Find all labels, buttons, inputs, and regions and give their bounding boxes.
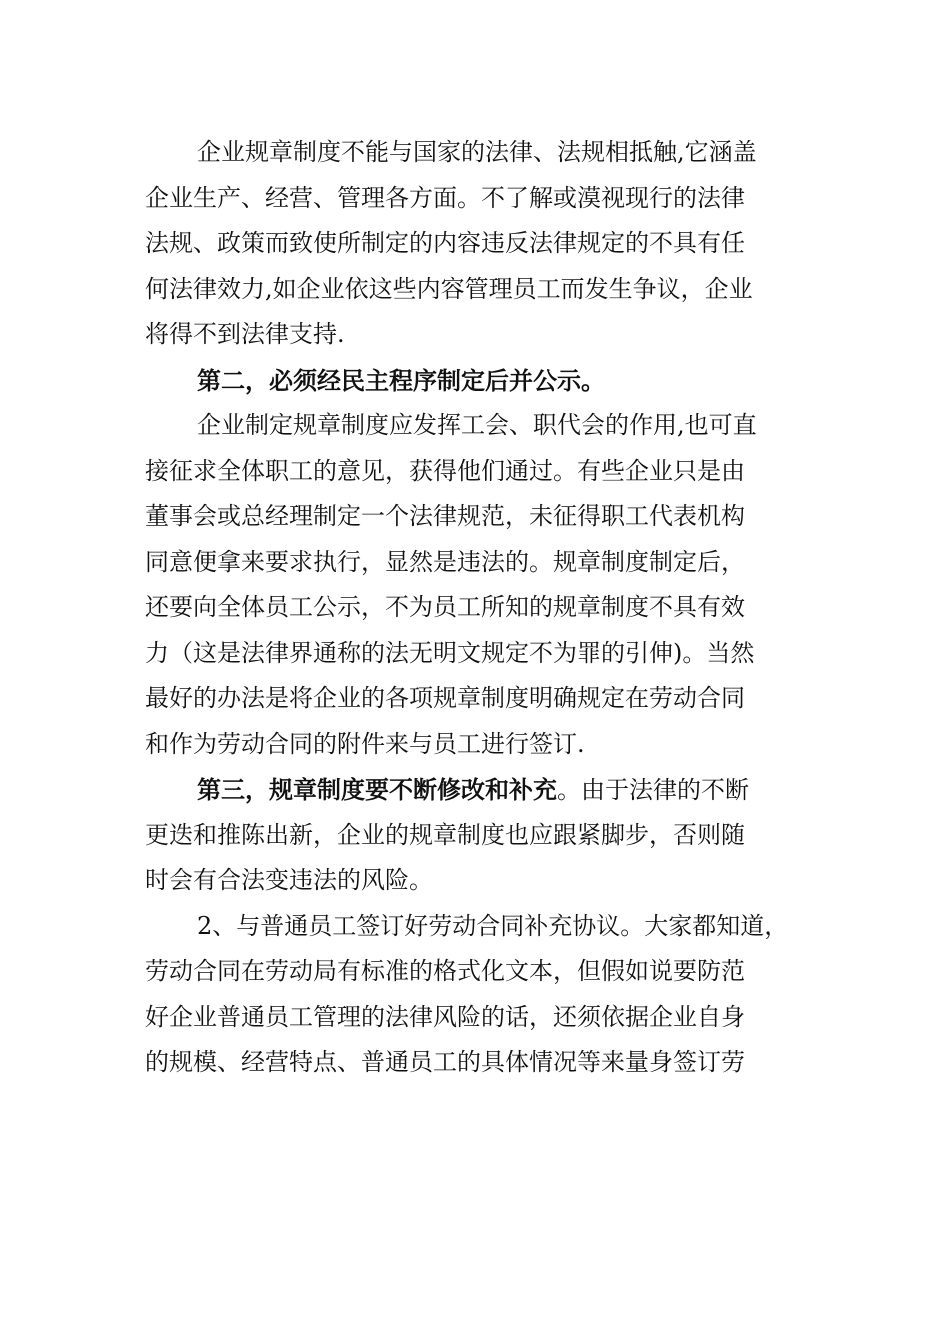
paragraph-2-line-5: 还要向全体员工公示，不为员工所知的规章制度不具有效 bbox=[145, 593, 745, 621]
section-heading-third: 第三，规章制度要不断修改和补充 bbox=[197, 775, 557, 804]
paragraph-1-line-1: 企业规章制度不能与国家的法律、法规相抵触,它涵盖 bbox=[197, 138, 757, 166]
paragraph-4-line-3: 好企业普通员工管理的法律风险的话，还须依据企业自身 bbox=[145, 1002, 745, 1031]
paragraph-2-line-6: 力（这是法律界通称的法无明文规定不为罪的引伸)。当然 bbox=[145, 638, 755, 667]
paragraph-2-line-1: 企业制定规章制度应发挥工会、职代会的作用,也可直 bbox=[197, 411, 757, 439]
paragraph-4-line-2: 劳动合同在劳动局有标准的格式化文本，但假如说要防范 bbox=[145, 957, 745, 985]
paragraph-3-line-2: 更迭和推陈出新，企业的规章制度也应跟紧脚步，否则随 bbox=[145, 820, 745, 849]
paragraph-2-line-4: 同意便拿来要求执行，显然是违法的。规章制度制定后， bbox=[145, 547, 745, 576]
section-heading-second: 第二，必须经民主程序制定后并公示。 bbox=[197, 365, 605, 395]
paragraph-2-line-2: 接征求全体职工的意见，获得他们通过。有些企业只是由 bbox=[145, 456, 745, 485]
document-body bbox=[145, 130, 825, 1086]
paragraph-3-line-1 bbox=[145, 767, 825, 813]
paragraph-3-line-1-text: 。由于法律的不断 bbox=[557, 776, 749, 804]
paragraph-1-line-3: 法规、政策而致使所制定的内容违反法律规定的不具有任 bbox=[145, 229, 745, 257]
paragraph-1-line-5: 将得不到法律支持. bbox=[145, 320, 345, 348]
paragraph-4-line-1: 2、与普通员工签订好劳动合同补充协议。大家都知道， bbox=[197, 911, 789, 940]
paragraph-4-line-4: 的规模、经营特点、普通员工的具体情况等来量身签订劳 bbox=[145, 1048, 745, 1076]
paragraph-2-line-7: 最好的办法是将企业的各项规章制度明确规定在劳动合同 bbox=[145, 684, 745, 712]
paragraph-1-line-4: 何法律效力,如企业依这些内容管理员工而发生争议，企业 bbox=[145, 274, 753, 303]
paragraph-2-line-8: 和作为劳动合同的附件来与员工进行签订. bbox=[145, 729, 585, 758]
paragraph-2-line-3: 董事会或总经理制定一个法律规范，未征得职工代表机构 bbox=[145, 502, 745, 530]
paragraph-1-line-2: 企业生产、经营、管理各方面。不了解或漠视现行的法律 bbox=[145, 183, 745, 212]
paragraph-3-line-3: 时会有合法变违法的风险。 bbox=[145, 866, 433, 894]
